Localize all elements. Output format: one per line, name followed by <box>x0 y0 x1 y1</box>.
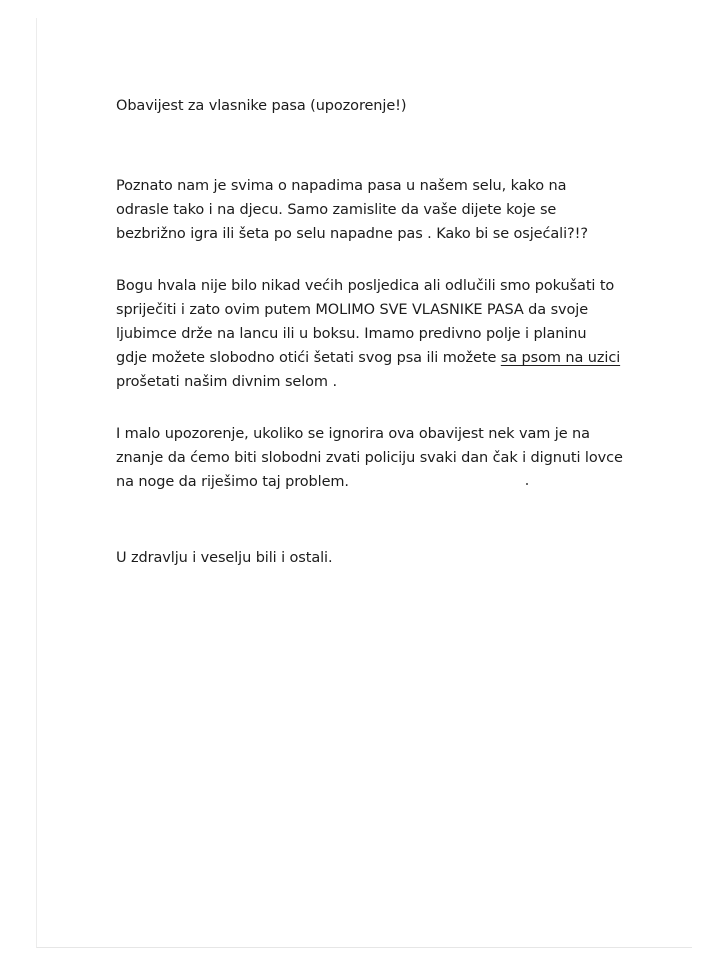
paragraph-line: na noge da riješimo taj problem. <box>116 474 349 490</box>
paragraph-line: Bogu hvala nije bilo nikad većih posljedica ali odlučili smo pokušati to <box>116 278 615 294</box>
paragraph-line: Poznato nam je svima o napadima pasa u našem selu, kako na <box>116 178 567 194</box>
paragraph-line: bezbrižno igra ili šeta po selu napadne pas . Kako bi se osjećali?!? <box>116 226 588 242</box>
paragraph-warning <box>116 422 623 494</box>
paragraph-line: spriječiti i zato ovim putem MOLIMO SVE VLASNIKE PASA da svoje <box>116 302 589 318</box>
paragraph-request-owners <box>116 274 620 394</box>
line-text: gdje možete slobodno otići šetati svog psa ili možete <box>116 350 501 366</box>
paragraph-line: znanje da ćemo biti slobodni zvati policiju svaki dan čak i dignuti lovce <box>116 450 623 466</box>
paragraph-line <box>116 346 620 370</box>
closing-line <box>116 546 333 570</box>
paragraph-line: I malo upozorenje, ukoliko se ignorira ova obavijest nek vam je na <box>116 426 590 442</box>
paragraph-line: prošetati našim divnim selom . <box>116 374 337 390</box>
underlined-phrase: sa psom na uzici <box>500 350 621 366</box>
paragraph-line: ljubimce drže na lancu ili u boksu. Imamo predivno polje i planinu <box>116 326 587 342</box>
notice-title: Obavijest za vlasnike pasa (upozorenje!) <box>116 98 407 114</box>
closing-text: U zdravlju i veselju bili i ostali. <box>116 550 333 566</box>
paragraph-line: odrasle tako i na djecu. Samo zamislite da vaše dijete koje se <box>116 202 557 218</box>
paragraph-dog-attacks <box>116 174 588 246</box>
